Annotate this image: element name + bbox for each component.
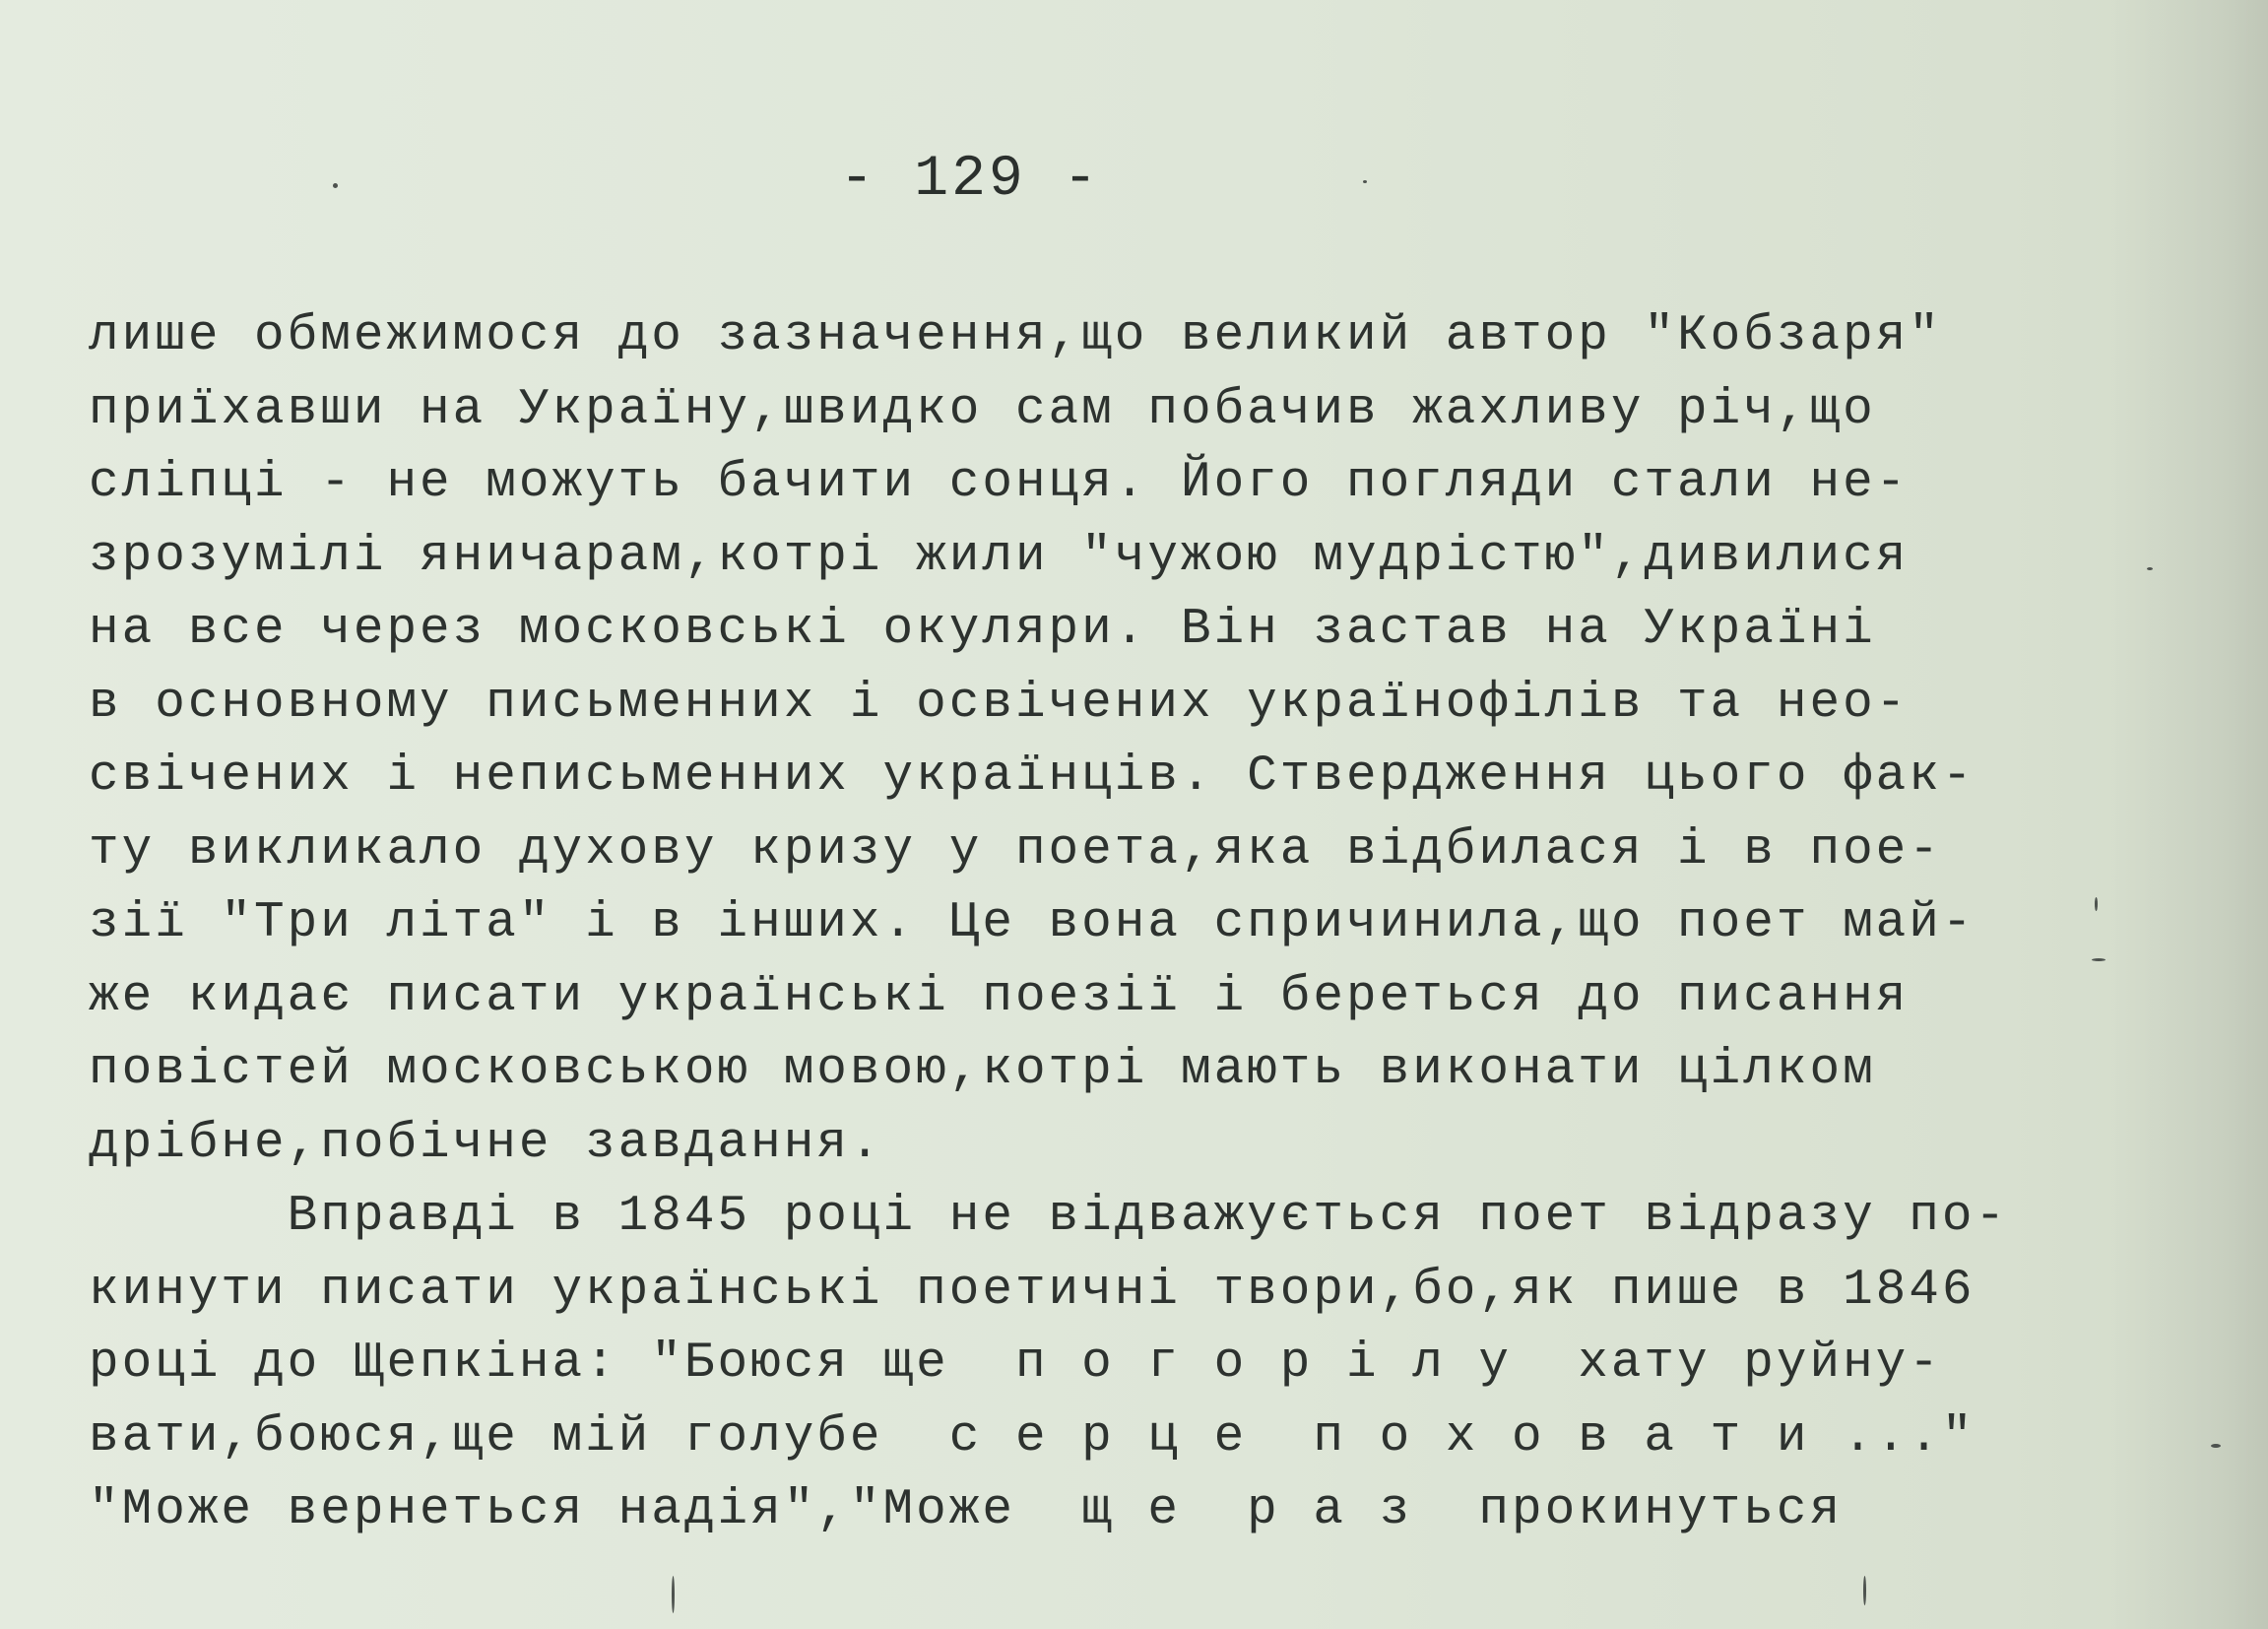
speck bbox=[1863, 1576, 1866, 1605]
speck bbox=[1363, 180, 1367, 183]
speck bbox=[2092, 958, 2106, 961]
text-line-16: вати,боюся,ще мій голубе с е р ц е п о х о в а т и ..." bbox=[89, 1408, 1976, 1466]
page-number: - 129 - bbox=[839, 148, 1101, 212]
text-line-5: на все через московські окуляри. Він застав на Україні bbox=[89, 602, 1876, 658]
text-line-3: сліпці - не можуть бачити сонця. Його погляди стали не- bbox=[89, 455, 1910, 511]
text-line-15: році до Щепкіна: "Боюся ще п о г о р і л у хату руйну- bbox=[89, 1336, 1942, 1392]
text-line-13: Вправді в 1845 році не відважується поет відразу по- bbox=[89, 1189, 2009, 1245]
text-line-6: в основному письменних і освічених українофілів та нео- bbox=[89, 675, 1910, 732]
page-edge-shadow bbox=[2110, 0, 2268, 1629]
text-line-10: же кидає писати українські поезії і береться до писання bbox=[89, 968, 1910, 1025]
speck bbox=[333, 183, 338, 188]
text-line-11: повістей московською мовою,котрі мають виконати цілком bbox=[89, 1042, 1876, 1098]
speck bbox=[2095, 897, 2098, 911]
text-line-14: кинути писати українські поетичні твори,бо,як пише в 1846 bbox=[89, 1262, 1976, 1319]
text-line-12: дрібне,побічне завдання. bbox=[89, 1115, 883, 1172]
body-text bbox=[89, 300, 2058, 1548]
text-line-9: зії "Три літа" і в інших. Це вона спричинила,що поет май- bbox=[89, 895, 1976, 951]
speck bbox=[2211, 1444, 2221, 1448]
text-line-7: свічених і неписьменних українців. Ствердження цього фак- bbox=[89, 749, 1976, 805]
text-line-8: ту викликало духову кризу у поета,яка відбилася і в пое- bbox=[89, 821, 1942, 879]
text-line-2: приїхавши на Україну,швидко сам побачив жахливу річ,що bbox=[89, 381, 1876, 438]
text-line-4: зрозумілі яничарам,котрі жили "чужою мудрістю",дивилися bbox=[89, 528, 1910, 585]
text-line-1: лише обмежимося до зазначення,що великий автор "Кобзаря" bbox=[89, 308, 1942, 364]
text-line-17: "Може вернеться надія","Може щ е р а з прокинуться bbox=[89, 1482, 1844, 1538]
speck bbox=[672, 1576, 675, 1613]
speck bbox=[2147, 567, 2153, 570]
